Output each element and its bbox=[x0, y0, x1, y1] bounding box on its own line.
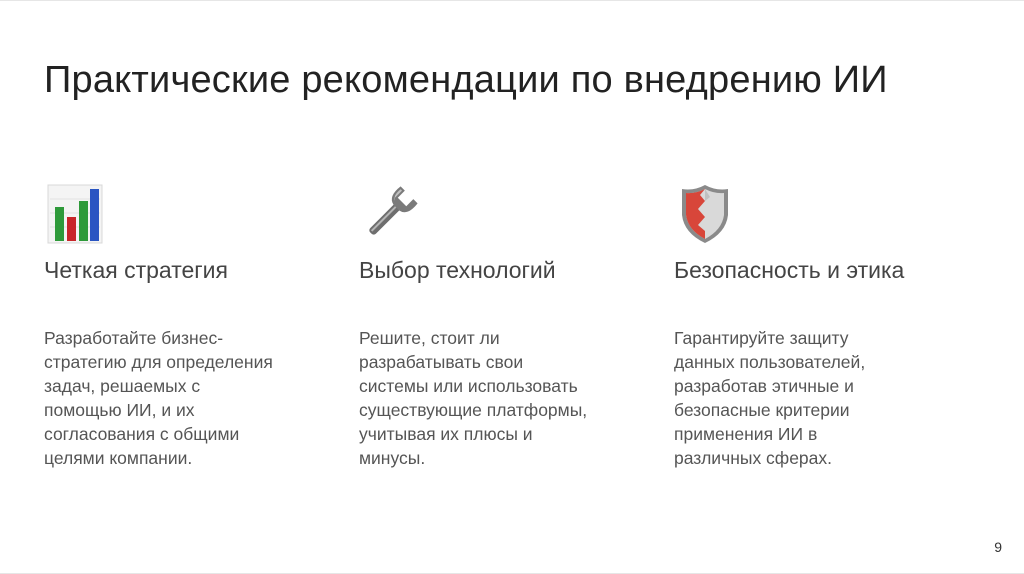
slide-title: Практические рекомендации по внедрению ИИ bbox=[44, 59, 888, 101]
column-text: Гарантируйте защиту данных пользователей, разработав этичные и безопасные критерии применения ИИ в различных сферах. bbox=[674, 328, 866, 468]
wrench-icon bbox=[359, 183, 421, 245]
page-number: 9 bbox=[994, 539, 1002, 555]
bar-chart-icon bbox=[44, 183, 106, 245]
column-heading: Выбор технологий bbox=[359, 257, 556, 283]
column-heading: Безопасность и этика bbox=[674, 257, 905, 283]
column-technology bbox=[359, 183, 649, 470]
column-text: Разработайте бизнес- стратегию для определения задач, решаемых с помощью ИИ, и их согласования с общими целями компании. bbox=[44, 328, 273, 468]
column-security bbox=[674, 183, 964, 470]
column-heading: Четкая стратегия bbox=[44, 257, 228, 283]
shield-icon bbox=[674, 183, 736, 245]
column-text: Решите, стоит ли разрабатывать свои системы или использовать существующие платформы, учитывая их плюсы и минусы. bbox=[359, 328, 588, 468]
column-strategy bbox=[44, 183, 334, 470]
